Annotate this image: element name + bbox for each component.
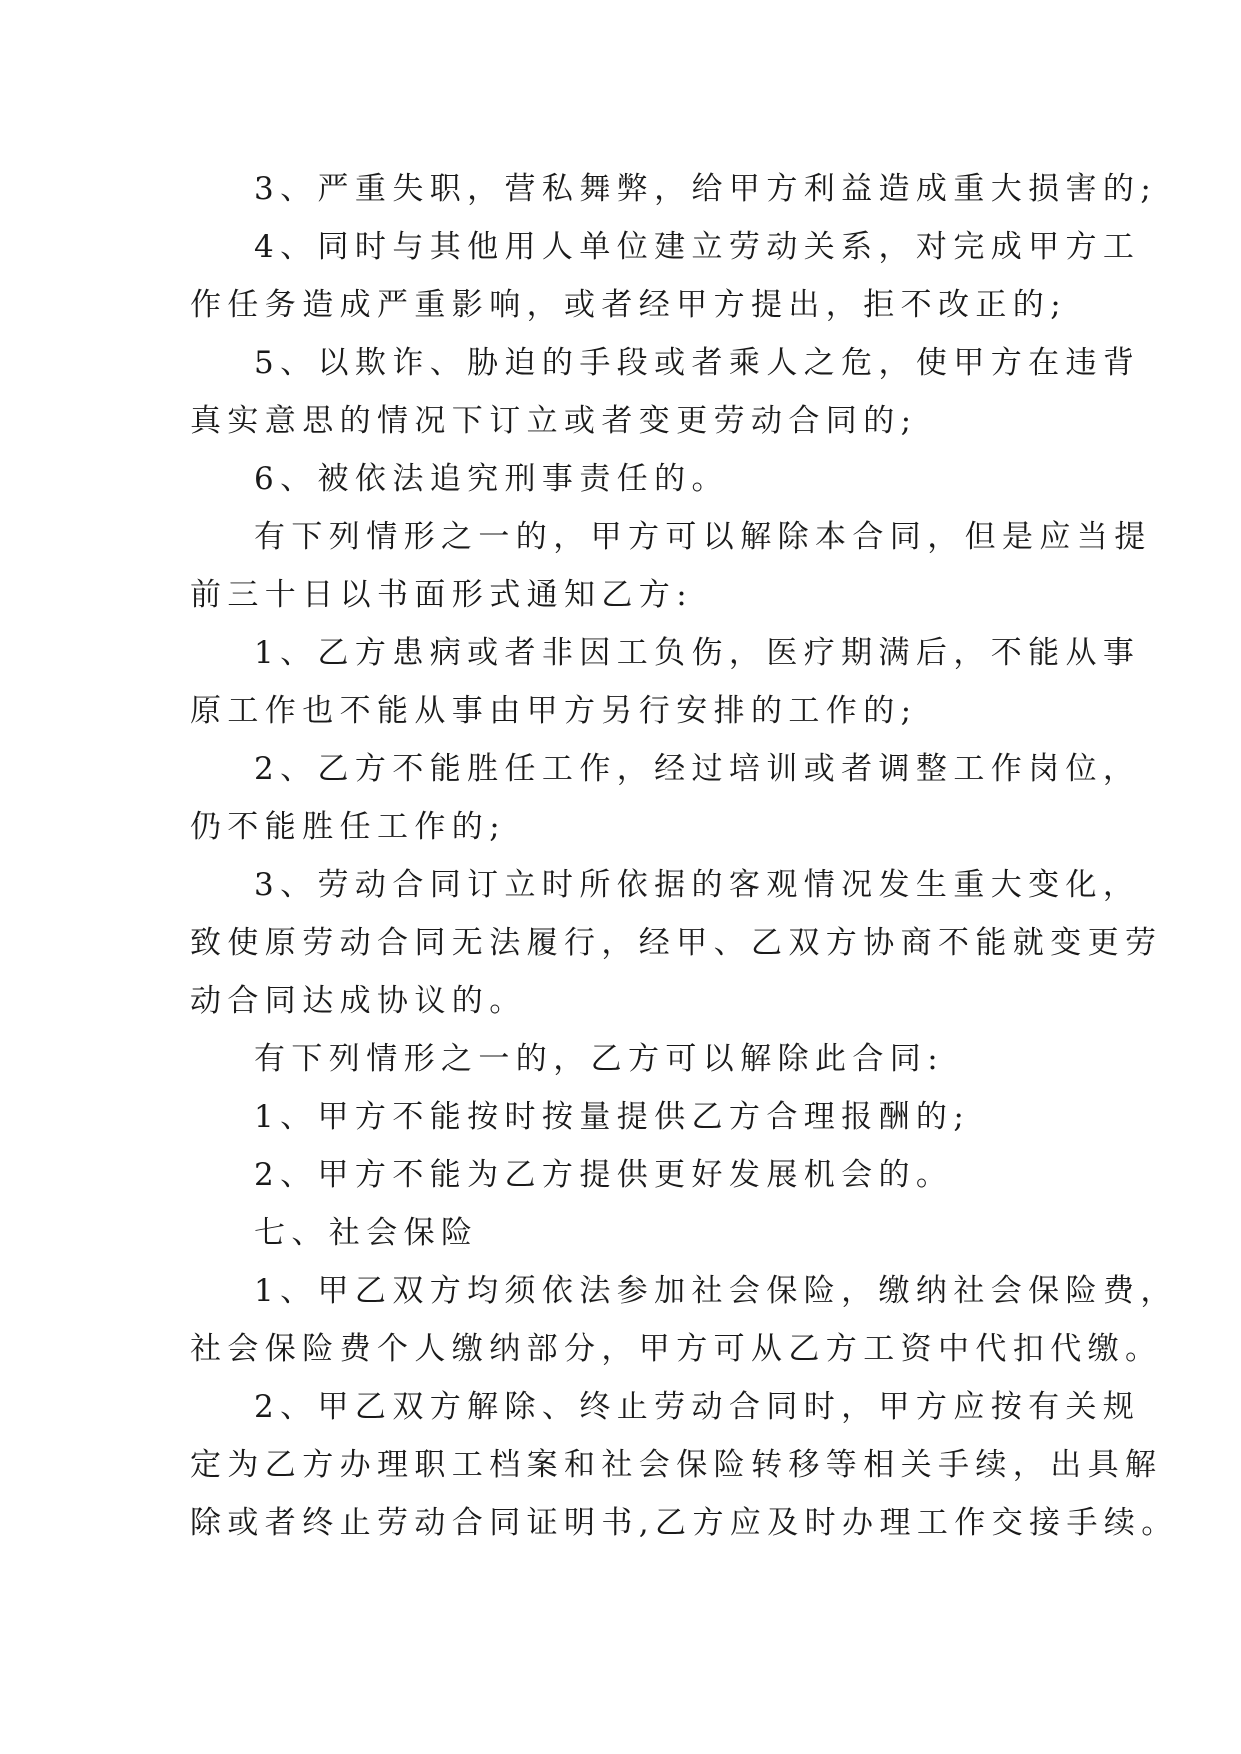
- clause-6-line-1: 6、被依法追究刑事责任的。: [254, 461, 729, 497]
- section-heading-social-insurance: 七、社会保险: [254, 1215, 479, 1251]
- clause-5-line-2: 真实意思的情况下订立或者变更劳动合同的;: [190, 403, 918, 439]
- insurance-clause-2-line-1: 2、甲乙双方解除、终止劳动合同时，甲方应按有关规: [254, 1389, 1141, 1425]
- clause-4-line-1: 4、同时与其他用人单位建立劳动关系，对完成甲方工: [254, 229, 1141, 265]
- party-a-termination-notice-line-2: 前三十日以书面形式通知乙方:: [190, 577, 694, 613]
- party-b-clause-2: 2、甲方不能为乙方提供更好发展机会的。: [254, 1157, 954, 1193]
- party-b-clause-1: 1、甲方不能按时按量提供乙方合理报酬的;: [254, 1099, 971, 1135]
- notice-clause-1-line-2: 原工作也不能从事由甲方另行安排的工作的;: [190, 693, 918, 729]
- notice-clause-3-line-1: 3、劳动合同订立时所依据的客观情况发生重大变化，: [254, 867, 1141, 903]
- document-body: [190, 160, 1179, 1552]
- notice-clause-3-line-2: 致使原劳动合同无法履行，经甲、乙双方协商不能就变更劳: [190, 925, 1163, 961]
- insurance-clause-1-line-1: 1、甲乙双方均须依法参加社会保险，缴纳社会保险费，: [254, 1273, 1178, 1309]
- notice-clause-3-line-3: 动合同达成协议的。: [190, 983, 527, 1019]
- insurance-clause-1-line-2: 社会保险费个人缴纳部分，甲方可从乙方工资中代扣代缴。: [190, 1331, 1163, 1367]
- party-a-termination-notice-line-1: 有下列情形之一的，甲方可以解除本合同，但是应当提: [254, 519, 1152, 555]
- notice-clause-2-line-1: 2、乙方不能胜任工作，经过培训或者调整工作岗位，: [254, 751, 1141, 787]
- party-b-termination-heading: 有下列情形之一的，乙方可以解除此合同:: [254, 1041, 945, 1077]
- notice-clause-1-line-1: 1、乙方患病或者非因工负伤，医疗期满后，不能从事: [254, 635, 1141, 671]
- clause-4-line-2: 作任务造成严重影响，或者经甲方提出，拒不改正的;: [190, 287, 1068, 323]
- clause-5-line-1: 5、以欺诈、胁迫的手段或者乘人之危，使甲方在违背: [254, 345, 1141, 381]
- notice-clause-2-line-2: 仍不能胜任工作的;: [190, 809, 507, 845]
- insurance-clause-2-line-2: 定为乙方办理职工档案和社会保险转移等相关手续，出具解: [190, 1447, 1163, 1483]
- clause-3-line-1: 3、严重失职，营私舞弊，给甲方利益造成重大损害的;: [254, 171, 1158, 207]
- insurance-clause-2-line-3: 除或者终止劳动合同证明书,乙方应及时办理工作交接手续。: [190, 1505, 1179, 1541]
